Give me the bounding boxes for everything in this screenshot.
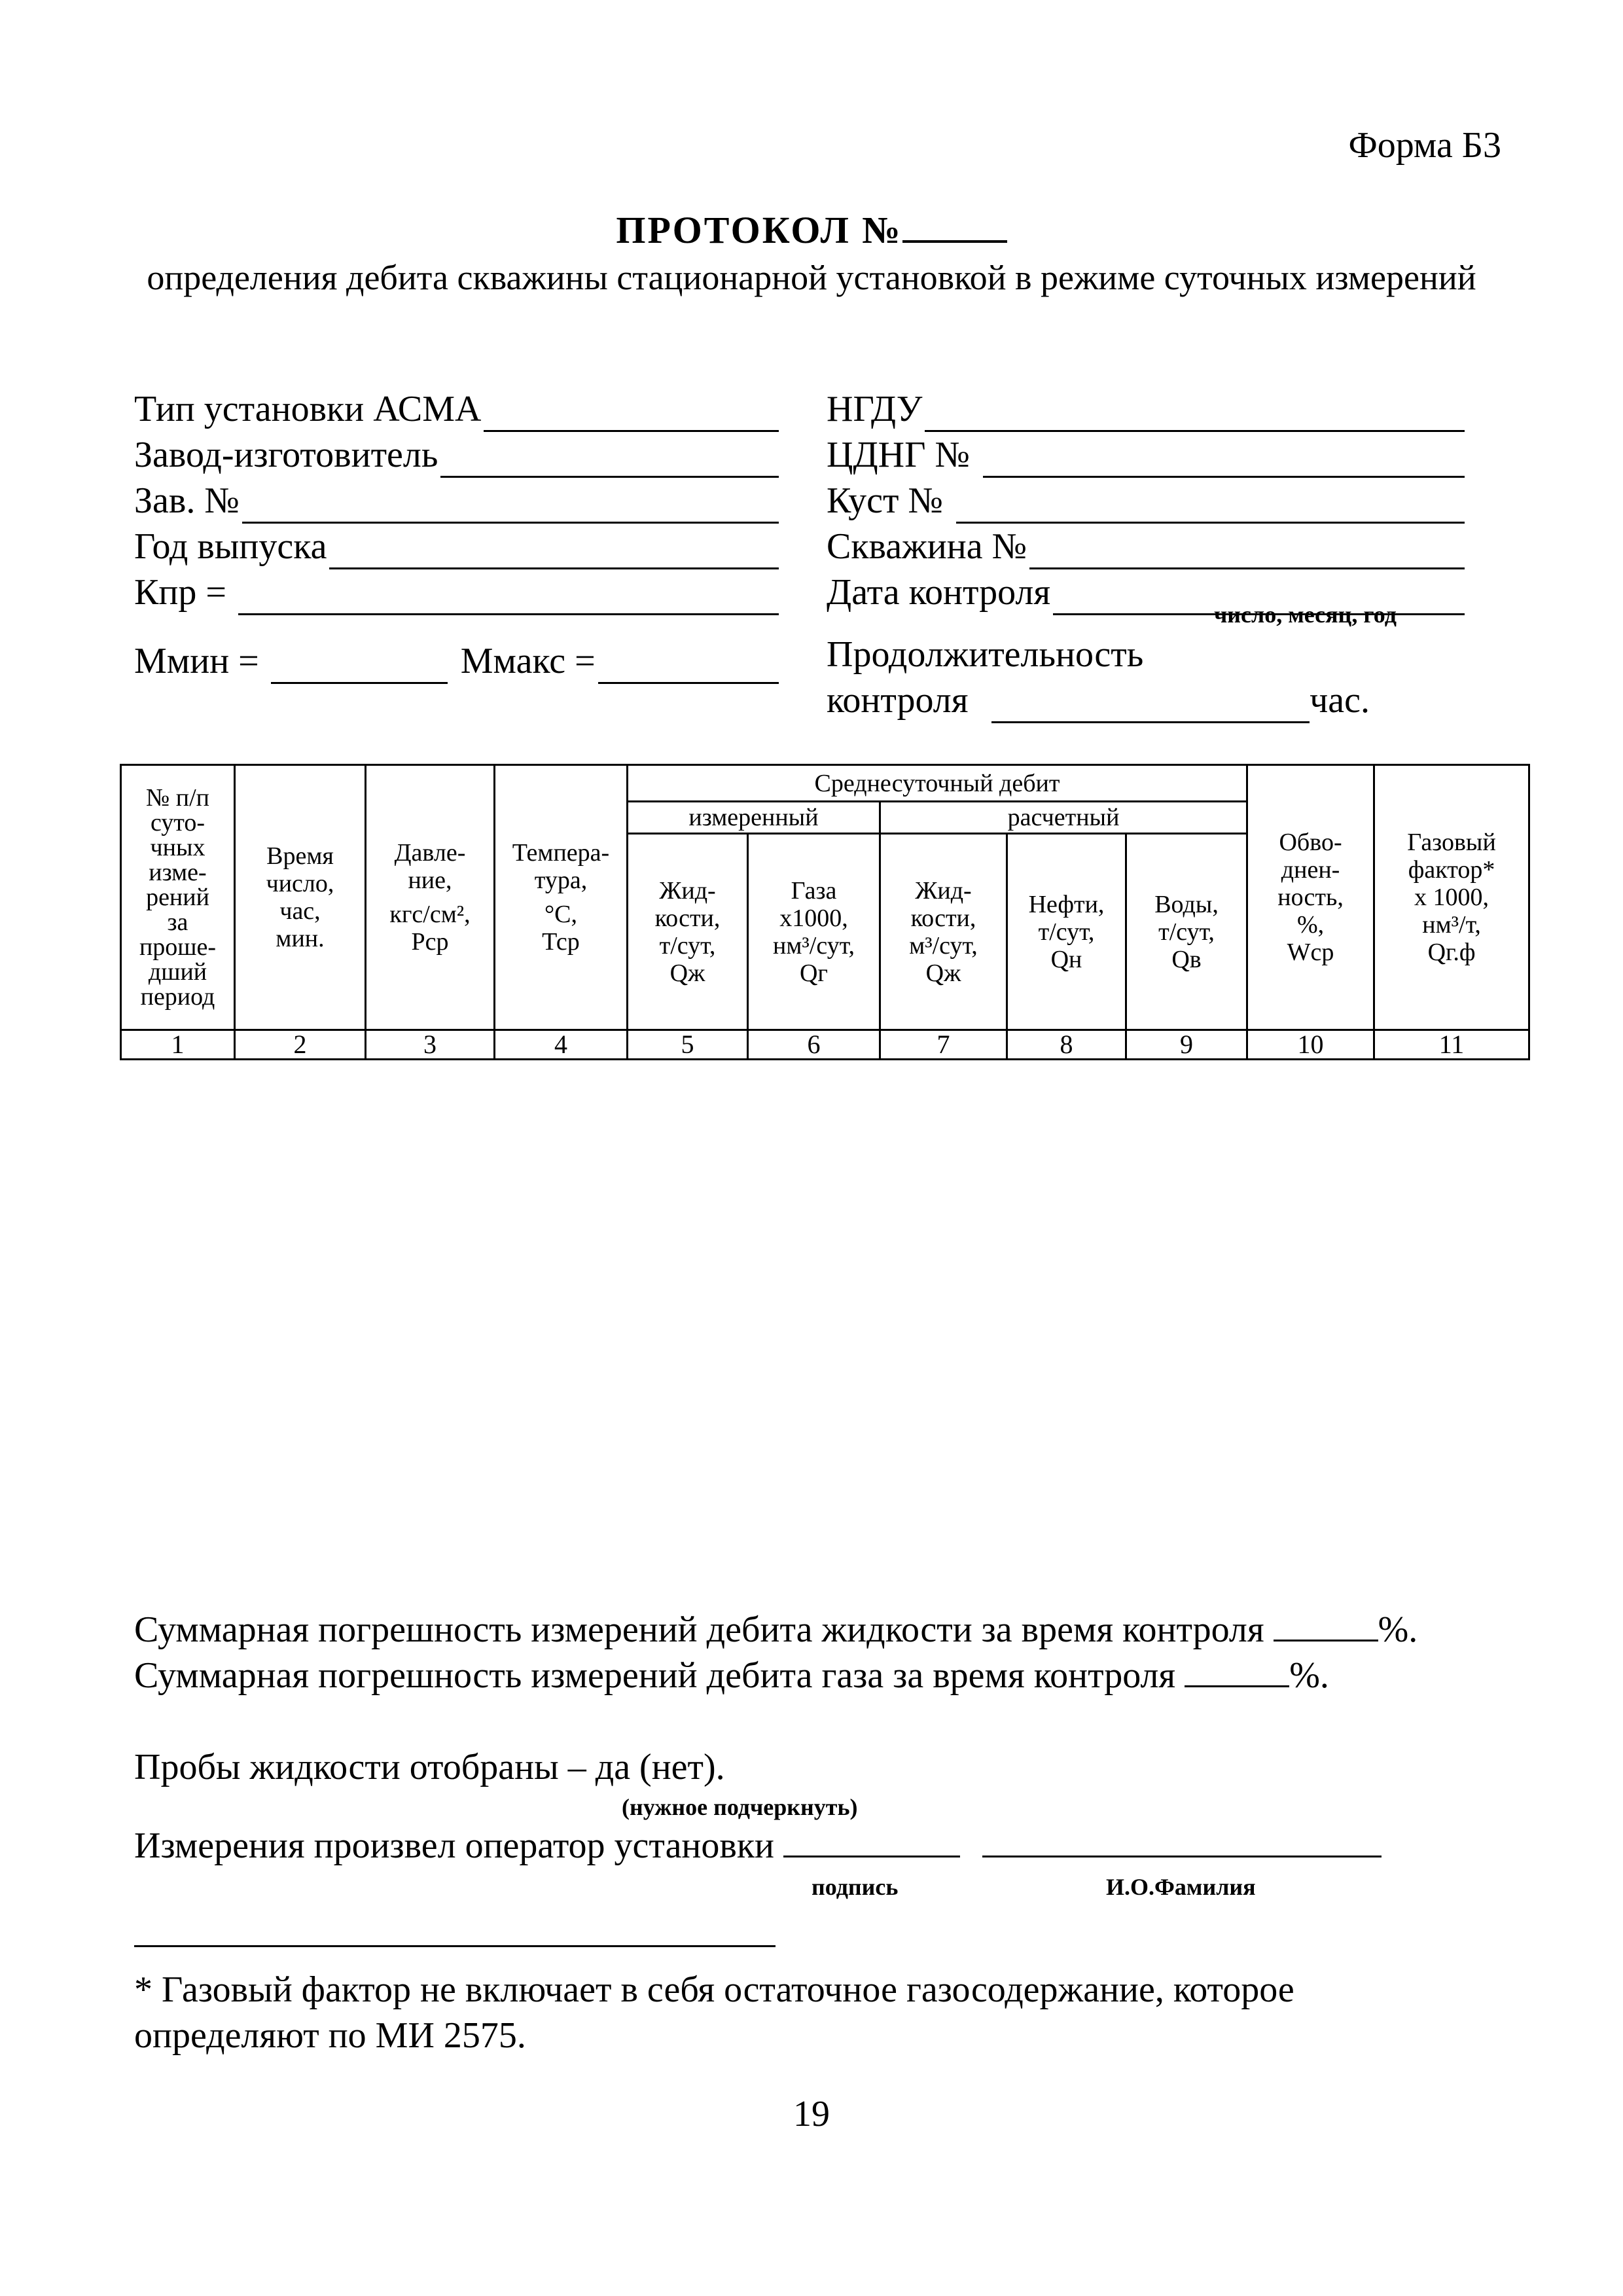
serial-number-input[interactable] <box>242 489 779 524</box>
operator-name-input[interactable] <box>982 1825 1382 1857</box>
column-number-3: 3 <box>366 1030 495 1060</box>
protocol-number-blank[interactable] <box>902 211 1007 243</box>
field-installation-type: Тип установки АСМА <box>134 386 779 432</box>
field-serial-number: Зав. № <box>134 478 779 524</box>
header-col-4: Темпера- тура, °С, Тср <box>495 765 628 1030</box>
header-col-5: Жид- кости, т/сут, Qж <box>628 834 748 1030</box>
date-hint: число, месяц, год <box>1214 601 1397 628</box>
field-year: Год выпуска <box>134 524 779 569</box>
manufacturer-input[interactable] <box>440 443 779 478</box>
column-number-1: 1 <box>121 1030 235 1060</box>
header-col-2: Время число, час, мин. <box>235 765 366 1030</box>
header-group-measured: измеренный <box>628 802 880 834</box>
field-kust: Куст № <box>827 478 1465 524</box>
cdng-input[interactable] <box>983 443 1465 478</box>
field-well: Скважина № <box>827 524 1465 569</box>
column-number-10: 10 <box>1247 1030 1374 1060</box>
column-number-9: 9 <box>1126 1030 1247 1060</box>
mmin-input[interactable] <box>271 649 448 684</box>
footnote-line-2: определяют по МИ 2575. <box>134 2015 526 2056</box>
page-title: ПРОТОКОЛ № <box>0 208 1623 252</box>
well-input[interactable] <box>1029 535 1465 569</box>
header-group-calculated: расчетный <box>880 802 1247 834</box>
year-input[interactable] <box>329 535 779 569</box>
name-label: И.О.Фамилия <box>1106 1874 1256 1900</box>
samples-line: Пробы жидкости отобраны – да (нет). <box>134 1747 725 1787</box>
header-group-average-debit: Среднесуточный дебит <box>628 765 1247 802</box>
page-subtitle: определения дебита скважины стационарной установкой в режиме суточных измерений <box>147 258 1476 297</box>
installation-type-input[interactable] <box>484 397 779 432</box>
footnote-line-1: * Газовый фактор не включает в себя остаточное газосодержание, которое <box>134 1969 1294 2010</box>
measurement-table <box>120 764 1530 1060</box>
column-number-7: 7 <box>880 1030 1007 1060</box>
column-number-2: 2 <box>235 1030 366 1060</box>
error-gas-input[interactable] <box>1185 1655 1289 1687</box>
page-number: 19 <box>793 2094 830 2134</box>
error-gas-line: Суммарная погрешность измерений дебита газа за время контроля %. <box>134 1655 1329 1696</box>
mmax-input[interactable] <box>598 649 779 684</box>
form-label: Форма Б3 <box>1348 125 1501 166</box>
field-cdng: ЦДНГ № <box>827 432 1465 478</box>
column-number-4: 4 <box>495 1030 628 1060</box>
field-mmin-mmax: Ммин = Ммакс = <box>134 638 779 684</box>
column-number-6: 6 <box>748 1030 880 1060</box>
header-col-9: Воды, т/сут, Qв <box>1126 834 1247 1030</box>
error-liquid-input[interactable] <box>1274 1609 1378 1641</box>
operator-line: Измерения произвел оператор установки <box>134 1823 1382 1869</box>
column-number-5: 5 <box>628 1030 748 1060</box>
header-col-11: Газовый фактор* x 1000, нм³/т, Qг.ф <box>1374 765 1529 1030</box>
ngdu-input[interactable] <box>925 397 1465 432</box>
kust-input[interactable] <box>956 489 1465 524</box>
column-number-11: 11 <box>1374 1030 1529 1060</box>
footnote-separator <box>134 1945 776 1947</box>
kpr-input[interactable] <box>238 581 779 615</box>
header-col-1: № п/п суто- чных изме- рений за проше- дший период <box>121 765 235 1030</box>
error-liquid-line: Суммарная погрешность измерений дебита жидкости за время контроля %. <box>134 1609 1418 1650</box>
header-col-3: Давле- ние, кгс/см², Рср <box>366 765 495 1030</box>
field-control-date: Дата контроля <box>827 569 1465 615</box>
duration-label: Продолжительность <box>827 634 1144 675</box>
header-col-6: Газа x1000, нм³/сут, Qг <box>748 834 880 1030</box>
column-number-8: 8 <box>1007 1030 1126 1060</box>
field-kpr: Кпр = <box>134 569 779 615</box>
duration-input[interactable] <box>991 689 1310 723</box>
header-col-10: Обво- днен- ность, %, Wср <box>1247 765 1374 1030</box>
signature-label: подпись <box>812 1874 899 1900</box>
field-duration: контроля час. <box>827 677 1370 723</box>
header-col-7: Жид- кости, м³/сут, Qж <box>880 834 1007 1030</box>
field-manufacturer: Завод-изготовитель <box>134 432 779 478</box>
operator-signature-input[interactable] <box>783 1825 960 1857</box>
header-col-8: Нефти, т/сут, Qн <box>1007 834 1126 1030</box>
samples-hint: (нужное подчеркнуть) <box>622 1794 858 1820</box>
field-ngdu: НГДУ <box>827 386 1465 432</box>
